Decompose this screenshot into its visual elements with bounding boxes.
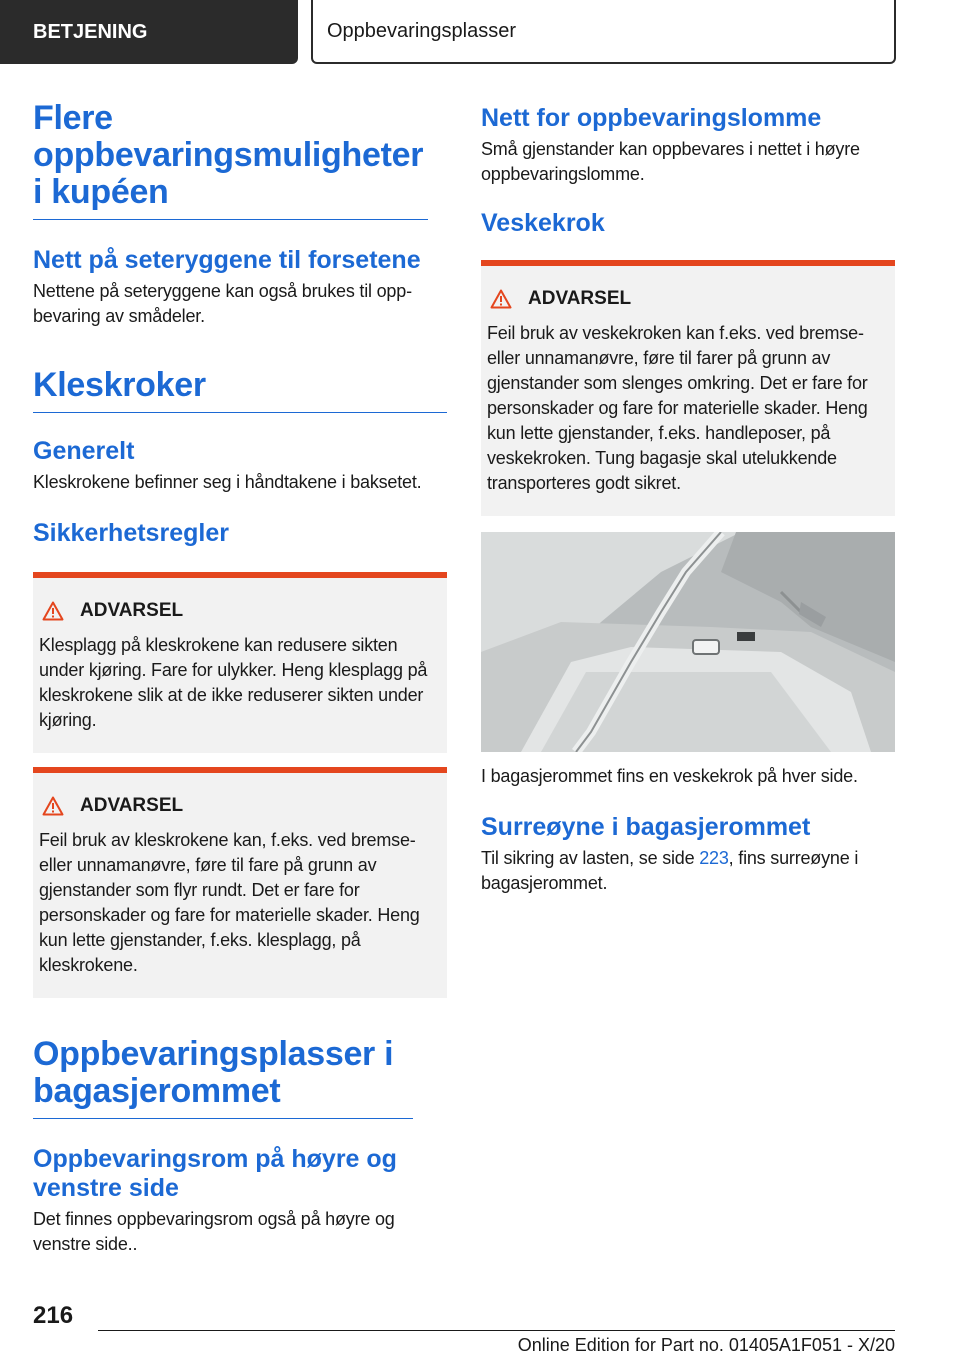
warning-title-text: ADVARSEL [80,795,184,816]
heading-bag-hook: Veskekrok [481,209,605,237]
warning-title [39,793,441,818]
section-tab: BETJENING [0,0,298,64]
page-number: 216 [33,1302,74,1329]
paragraph-side-compartments: Det finnes oppbevaringsrom også på høyre og venstre side.. [33,1209,395,1254]
left-column [33,100,447,1257]
warning-title-text: ADVARSEL [80,600,184,621]
heading-lashing-eyes: Surreøyne i bagasjerommet [481,813,811,841]
heading-coat-hooks: Kleskroker [33,367,447,413]
warning-text: Feil bruk av veskekroken kan f.eks. ved bremse- eller unnamanøvre, føre til farer på grunn av gjenstander som slenges omkring. Det er fare for personskader og fare for materielle skader. Heng kun lette gjenstander, f.eks. handleposer, på veskekroken. Tung bagasje skal utelukkende transporteres godt sikret. [487,323,868,493]
footer-divider [98,1330,895,1331]
trunk-bag-hook-photo [481,532,895,752]
paragraph-lashing-eyes [481,846,895,896]
page-reference-link[interactable]: 223 [699,848,729,868]
warning-text: Feil bruk av kleskrokene kan, f.eks. ved bremse- eller unnamanøvre, føre til fare på grunn av gjenstander som flyr rundt. Det er fare for personskader og fare for materielle skader. Heng kun lette gjenstander, f.eks. klesplagg, på kleskrokene. [39,830,420,975]
right-column [481,104,895,896]
warning-triangle-icon [490,289,512,309]
trunk-illustration [481,532,895,752]
lashing-text-start: Til sikring av lasten, se side [481,848,700,868]
page-header [0,0,960,66]
paragraph-general: Kleskrokene befinner seg i håndtakene i baksetet. [33,472,422,492]
heading-seat-nets: Nett på seteryggene til forsetene [33,246,421,274]
heading-side-compartments: Oppbevaringsrom på høyre og venstre side [33,1145,397,1202]
warning-box-bag-hook [481,260,895,516]
warning-box-coat-hooks-objects [33,767,447,998]
warning-title-text: ADVARSEL [528,288,632,309]
heading-net-pocket: Nett for oppbevaringslomme [481,104,822,132]
paragraph-net-pocket: Små gjenstander kan oppbevares i nettet i høyre oppbevaringslomme. [481,139,860,184]
chapter-title: Oppbevaringsplasser [311,0,896,64]
warning-box-coat-hooks-visibility [33,572,447,753]
lashing-text-end: , fins surreøyne i bagasjerommet. [481,848,859,893]
heading-safety-rules: Sikkerhetsregler [33,519,229,547]
heading-general: Generelt [33,437,135,465]
footer-edition: Online Edition for Part no. 01405A1F051 - X/20 [517,1335,895,1355]
heading-trunk-storage: Oppbevaringsplasser i bagasjerommet [33,1036,413,1119]
paragraph-seat-nets: Nettene på seteryggene kan også brukes til oppbevaring av smådeler. [33,281,413,326]
heading-storage-options: Flere oppbevaringsmuligheter i kupéen [33,100,428,220]
warning-title [39,598,441,623]
warning-title [487,286,889,311]
photo-caption: I bagasjerommet fins en veskekrok på hver side. [481,766,858,786]
warning-triangle-icon [42,796,64,816]
warning-text: Klesplagg på kleskrokene kan redusere sikten under kjøring. Fare for ulykker. Heng klesplagg på kleskrokene slik at de ikke reduserer sikten under kjøring. [39,635,428,730]
warning-triangle-icon [42,601,64,621]
